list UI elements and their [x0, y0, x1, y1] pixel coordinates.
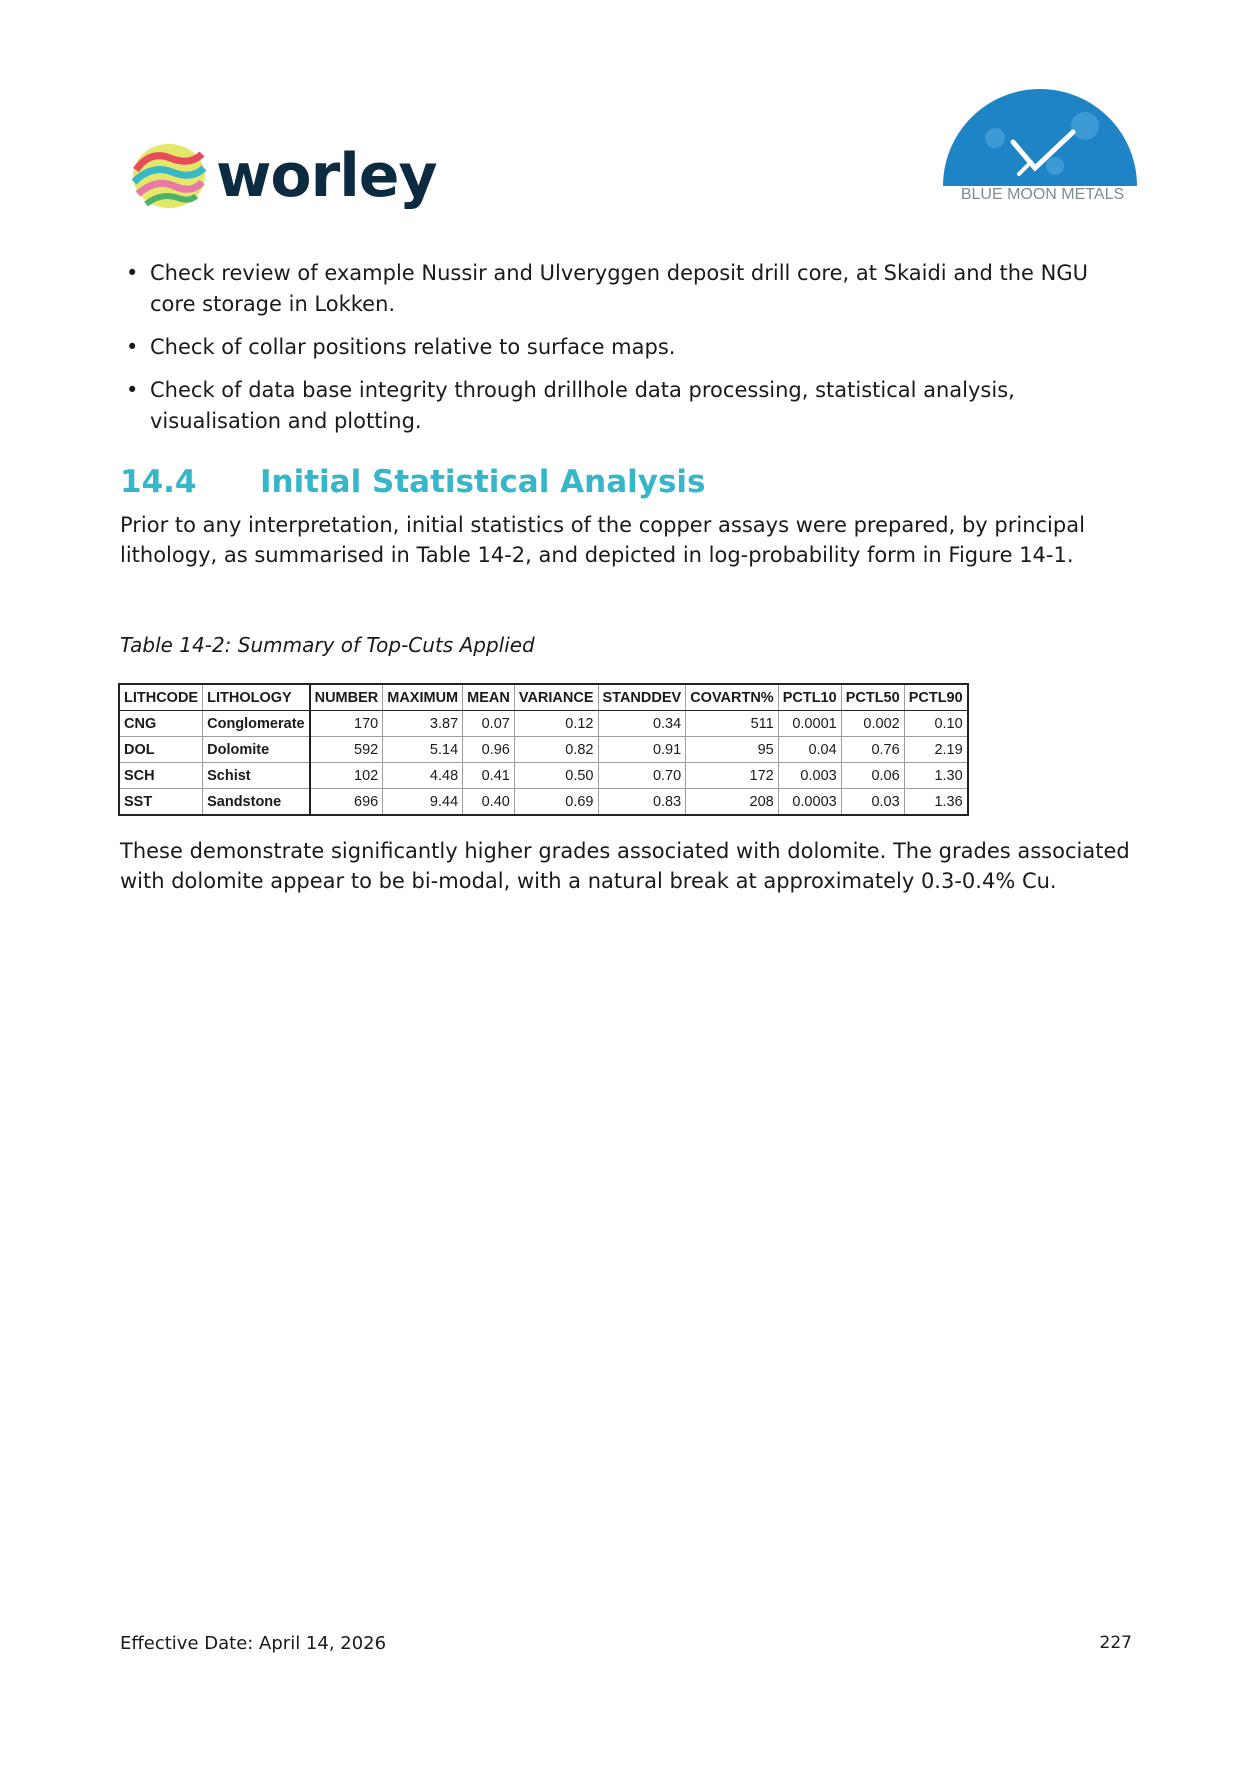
table-cell: Conglomerate: [203, 711, 310, 737]
effective-date: Effective Date: April 14, 2026: [120, 1633, 387, 1654]
table-cell: 170: [310, 711, 383, 737]
worley-logo: [130, 140, 437, 212]
table-row: [119, 763, 968, 789]
conclusion-paragraph: These demonstrate significantly higher grades associated with dolomite. The grades associated with dolomite appear to be bi-modal, with a natural break at approximately 0.3-0.4% Cu.: [120, 839, 1130, 893]
section-number: 14.4: [120, 464, 197, 500]
header-cell: COVARTN%: [686, 684, 779, 711]
table-cell: Schist: [203, 763, 310, 789]
table-cell: 0.91: [598, 737, 686, 763]
bullet-icon: •: [126, 378, 139, 402]
section-heading: [120, 464, 705, 500]
header-cell: STANDDEV: [598, 684, 686, 711]
blue-moon-metals-wordmark: BLUE MOON METALS: [960, 186, 1125, 203]
list-item: • Check of data base integrity through drillhole data processing, statistical analysis, visualisation and plotting.: [120, 375, 1140, 437]
table-cell: 0.03: [841, 789, 904, 816]
table-cell: CNG: [119, 711, 203, 737]
worley-swirl-icon: [130, 140, 208, 212]
list-item: • Check of collar positions relative to surface maps.: [120, 332, 1140, 363]
table-cell: 0.0003: [778, 789, 841, 816]
table-cell: 0.76: [841, 737, 904, 763]
bullet-icon: •: [126, 335, 139, 359]
table-row: [119, 737, 968, 763]
header-cell: MEAN: [463, 684, 515, 711]
table-cell: 0.003: [778, 763, 841, 789]
table-cell: 9.44: [383, 789, 463, 816]
table-row: [119, 711, 968, 737]
table-cell: 0.0001: [778, 711, 841, 737]
table-cell: 0.41: [463, 763, 515, 789]
table-cell: 1.30: [904, 763, 968, 789]
table-cell: Sandstone: [203, 789, 310, 816]
worley-wordmark: worley: [216, 141, 437, 211]
table-row: [119, 789, 968, 816]
table-cell: 0.06: [841, 763, 904, 789]
table-cell: 0.002: [841, 711, 904, 737]
table-cell: DOL: [119, 737, 203, 763]
page-number: 227: [1099, 1633, 1132, 1653]
table-cell: 0.07: [463, 711, 515, 737]
table-cell: 592: [310, 737, 383, 763]
table-cell: 0.34: [598, 711, 686, 737]
table-cell: 0.12: [514, 711, 598, 737]
table-cell: 2.19: [904, 737, 968, 763]
header-cell: PCTL10: [778, 684, 841, 711]
blue-moon-metals-logo: [935, 78, 1145, 208]
table-cell: Dolomite: [203, 737, 310, 763]
table-cell: 0.83: [598, 789, 686, 816]
header-cell: NUMBER: [310, 684, 383, 711]
table-cell: 0.04: [778, 737, 841, 763]
table-cell: 0.10: [904, 711, 968, 737]
table-cell: 5.14: [383, 737, 463, 763]
header-cell: LITHCODE: [119, 684, 203, 711]
statistics-table: [118, 683, 969, 816]
table-cell: 0.40: [463, 789, 515, 816]
header-cell: PCTL50: [841, 684, 904, 711]
header-cell: VARIANCE: [514, 684, 598, 711]
bullet-icon: •: [126, 261, 139, 285]
table-header-row: [119, 684, 968, 711]
table-cell: 4.48: [383, 763, 463, 789]
header-cell: PCTL90: [904, 684, 968, 711]
moon-icon: [935, 78, 1145, 188]
table-cell: 511: [686, 711, 779, 737]
table-cell: SST: [119, 789, 203, 816]
table-cell: 696: [310, 789, 383, 816]
list-item: • Check review of example Nussir and Ulveryggen deposit drill core, at Skaidi and the NGU core storage in Lokken.: [120, 258, 1140, 320]
header-cell: MAXIMUM: [383, 684, 463, 711]
table-cell: 102: [310, 763, 383, 789]
intro-paragraph: Prior to any interpretation, initial statistics of the copper assays were prepared, by principal lithology, as summarised in Table 14-2, and depicted in log-probability form in Figure 14-1.: [120, 513, 1085, 567]
table-cell: 208: [686, 789, 779, 816]
table-cell: 0.82: [514, 737, 598, 763]
header-cell: LITHOLOGY: [203, 684, 310, 711]
table-caption: Table 14-2: Summary of Top-Cuts Applied: [120, 633, 535, 657]
table-cell: 0.69: [514, 789, 598, 816]
table-cell: 1.36: [904, 789, 968, 816]
table-cell: 0.96: [463, 737, 515, 763]
check-list: [120, 258, 1140, 449]
section-title: Initial Statistical Analysis: [260, 464, 706, 500]
table-cell: 3.87: [383, 711, 463, 737]
table-cell: 0.70: [598, 763, 686, 789]
table-cell: 172: [686, 763, 779, 789]
table-cell: 95: [686, 737, 779, 763]
table-cell: SCH: [119, 763, 203, 789]
table-cell: 0.50: [514, 763, 598, 789]
